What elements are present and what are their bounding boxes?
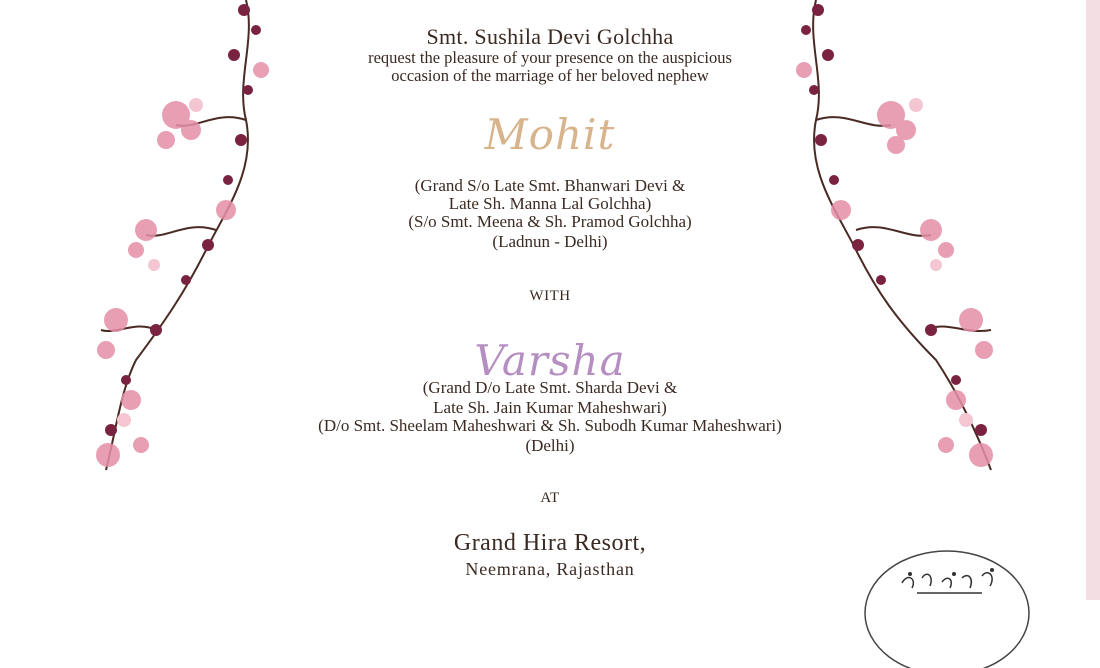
at-label: AT: [540, 490, 560, 506]
groom-lineage-line-2: Late Sh. Manna Lal Golchha): [448, 194, 652, 213]
bride-name: Varsha: [474, 336, 626, 385]
decorative-seal-icon: [862, 548, 1032, 668]
groom-lineage-line-4: (Ladnun - Delhi): [492, 232, 608, 251]
venue-name: Grand Hira Resort,: [453, 530, 647, 556]
request-line-1: request the pleasure of your presence on the auspicious: [368, 48, 732, 67]
groom-lineage-line-3: (S/o Smt. Meena & Sh. Pramod Golchha): [408, 212, 692, 231]
with-label: WITH: [529, 288, 571, 304]
venue-location: Neemrana, Rajasthan: [465, 559, 635, 579]
groom-lineage-line-1: (Grand S/o Late Smt. Bhanwari Devi &: [414, 176, 686, 195]
request-line-2: occasion of the marriage of her beloved nephew: [391, 66, 709, 85]
bride-lineage-line-2: Late Sh. Jain Kumar Maheshwari): [433, 398, 667, 417]
bride-lineage-line-1: (Grand D/o Late Smt. Sharda Devi &: [422, 378, 678, 397]
bride-lineage-line-4: (Delhi): [525, 436, 575, 455]
bride-lineage-line-3: (D/o Smt. Sheelam Maheshwari & Sh. Subodh Kumar Maheshwari): [318, 416, 782, 435]
host-name: Smt. Sushila Devi Golchha: [426, 24, 674, 49]
groom-name: Mohit: [484, 110, 616, 159]
